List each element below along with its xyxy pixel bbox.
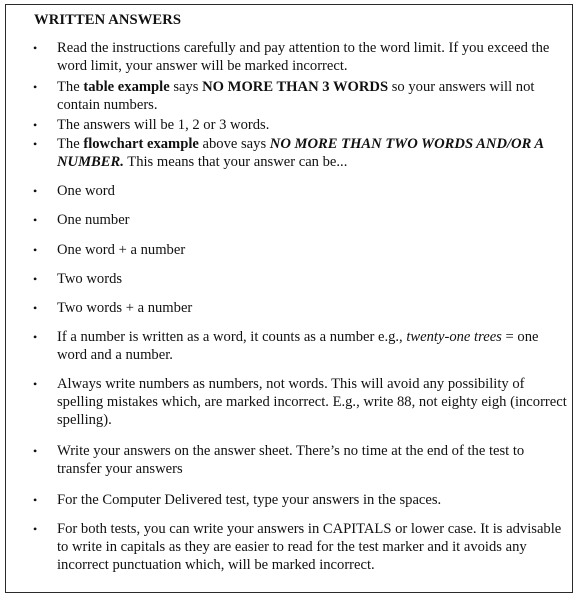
item-text-mid: above says xyxy=(198,136,270,152)
item-text-pre: If a number is written as a word, it counts as a number e.g., xyxy=(57,329,407,345)
item-text: The answers will be 1, 2 or 3 words. xyxy=(57,117,270,133)
list-item-flowchart-example xyxy=(33,135,567,171)
item-text-post: = one word and a number. xyxy=(57,329,539,363)
bullet-icon: • xyxy=(33,272,38,286)
list-item-write-numbers xyxy=(33,375,567,429)
list-item-computer-test xyxy=(33,491,567,509)
bullet-icon: • xyxy=(33,118,38,132)
item-text: One number xyxy=(57,212,130,228)
bullet-icon: • xyxy=(33,184,38,198)
bullet-icon: • xyxy=(33,301,38,315)
item-text-post: This means that your answer can be... xyxy=(123,154,348,170)
item-text: Read the instructions carefully and pay attention to the word limit. If you exceed the word limit, your answer will be marked incorrect. xyxy=(57,40,550,74)
bullet-icon: • xyxy=(33,330,38,344)
bullet-icon: • xyxy=(33,522,38,536)
item-text-post: so your answers will not contain numbers. xyxy=(57,79,535,113)
item-text: Write your answers on the answer sheet. There’s no time at the end of the test to transfer your answers xyxy=(57,443,525,477)
list-item-number-as-word xyxy=(33,328,567,364)
bullet-icon: • xyxy=(33,243,38,257)
list-item-two-words-plus-number xyxy=(33,299,567,317)
bullet-icon: • xyxy=(33,41,38,55)
item-text-italic-example: twenty-one trees xyxy=(406,329,502,345)
list-item-word-plus-number xyxy=(33,241,567,259)
list-item-word-limit xyxy=(33,39,567,75)
bullet-icon: • xyxy=(33,493,38,507)
bullet-icon: • xyxy=(33,80,38,94)
list-item-one-number xyxy=(33,211,567,229)
item-text: For both tests, you can write your answers in CAPITALS or lower case. It is advisable to write in capitals as they are easier to read for the test marker and it avoids any incorrect punctuation which, will be marked incorrect. xyxy=(57,521,562,573)
bullet-icon: • xyxy=(33,137,38,151)
list-item-answer-sheet xyxy=(33,442,567,478)
bullet-icon: • xyxy=(33,377,38,391)
item-text-bolditalic-limit: NO MORE THAN TWO WORDS AND/OR A NUMBER. xyxy=(57,136,544,170)
item-text: One word xyxy=(57,183,115,199)
item-text: Two words + a number xyxy=(57,300,193,316)
list-item-capitals xyxy=(33,520,567,574)
item-text: One word + a number xyxy=(57,242,186,258)
item-text-mid: says xyxy=(169,79,203,95)
item-text: Always write numbers as numbers, not words. This will avoid any possibility of spelling mistakes which, are marked incorrect. E.g., write 88, not eighty eigh (incorrect spelling). xyxy=(57,376,567,428)
item-text-pre: The xyxy=(57,79,84,95)
list-item-one-word xyxy=(33,182,567,200)
bullet-icon: • xyxy=(33,213,38,227)
item-text-pre: The xyxy=(57,136,84,152)
item-text-bold-table: table example xyxy=(83,79,170,95)
item-text: For the Computer Delivered test, type your answers in the spaces. xyxy=(57,492,442,508)
item-text-bold-limit: NO MORE THAN 3 WORDS xyxy=(202,79,389,95)
bullet-icon: • xyxy=(33,444,38,458)
list-item-two-words xyxy=(33,270,567,288)
written-answers-panel xyxy=(5,4,573,593)
item-text-bold-flowchart: flowchart example xyxy=(83,136,199,152)
list-item-answer-length xyxy=(33,116,567,134)
item-text: Two words xyxy=(57,271,123,287)
list-item-table-example xyxy=(33,78,567,114)
section-title: WRITTEN ANSWERS xyxy=(34,12,182,28)
